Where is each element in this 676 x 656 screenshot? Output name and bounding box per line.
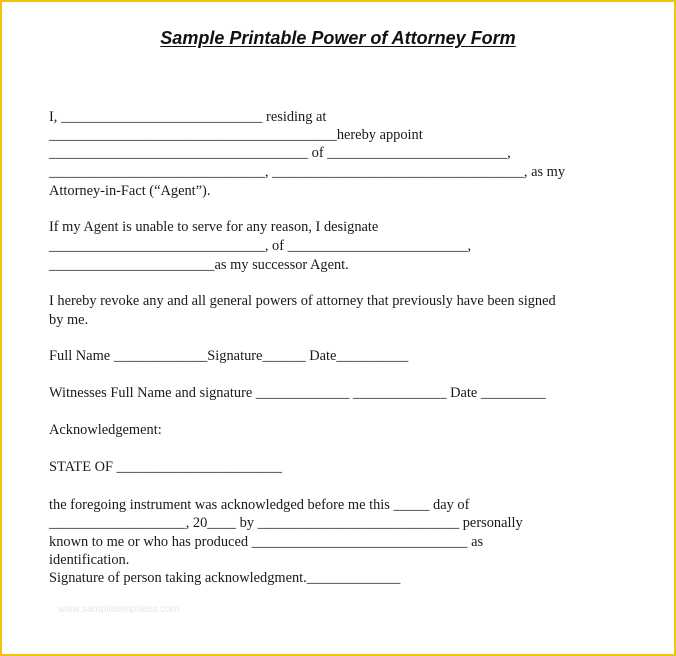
successor-name-line: ______________________________, of _________________________, — [49, 238, 472, 254]
ack-signature-line: Signature of person taking acknowledgment._____________ — [49, 570, 401, 586]
signature-line: Full Name _____________Signature______ Date__________ — [49, 348, 409, 364]
revoke-line: I hereby revoke any and all general powers of attorney that previously have been signed — [49, 293, 556, 309]
acknowledgement-heading: Acknowledgement: — [49, 422, 162, 438]
ack-line-1: the foregoing instrument was acknowledged before me this _____ day of — [49, 497, 470, 513]
successor-intro-line: If my Agent is unable to serve for any reason, I designate — [49, 219, 379, 235]
appoint-line: ________________________________________hereby appoint — [49, 127, 423, 143]
successor-agent-line: _______________________as my successor Agent. — [49, 257, 349, 273]
form-title: Sample Printable Power of Attorney Form — [160, 28, 516, 48]
attorney-in-fact-line: Attorney-in-Fact (“Agent”). — [49, 183, 211, 199]
witness-line: Witnesses Full Name and signature _____________ _____________ Date _________ — [49, 385, 546, 401]
ack-line-2: ___________________, 20____ by ____________________________ personally — [49, 515, 523, 531]
agent-address-line: ______________________________, ___________________________________, as my — [49, 164, 566, 180]
revoke-line-2: by me. — [49, 312, 89, 328]
grantor-line: I, ____________________________ residing at — [49, 109, 327, 125]
watermark: www.sampletemplates.com — [58, 604, 180, 615]
agent-name-line: ____________________________________ of _________________________, — [49, 145, 511, 161]
state-line: STATE OF _______________________ — [49, 459, 283, 475]
ack-line-3: known to me or who has produced ______________________________ as — [49, 534, 484, 550]
ack-line-4: identification. — [49, 552, 130, 568]
